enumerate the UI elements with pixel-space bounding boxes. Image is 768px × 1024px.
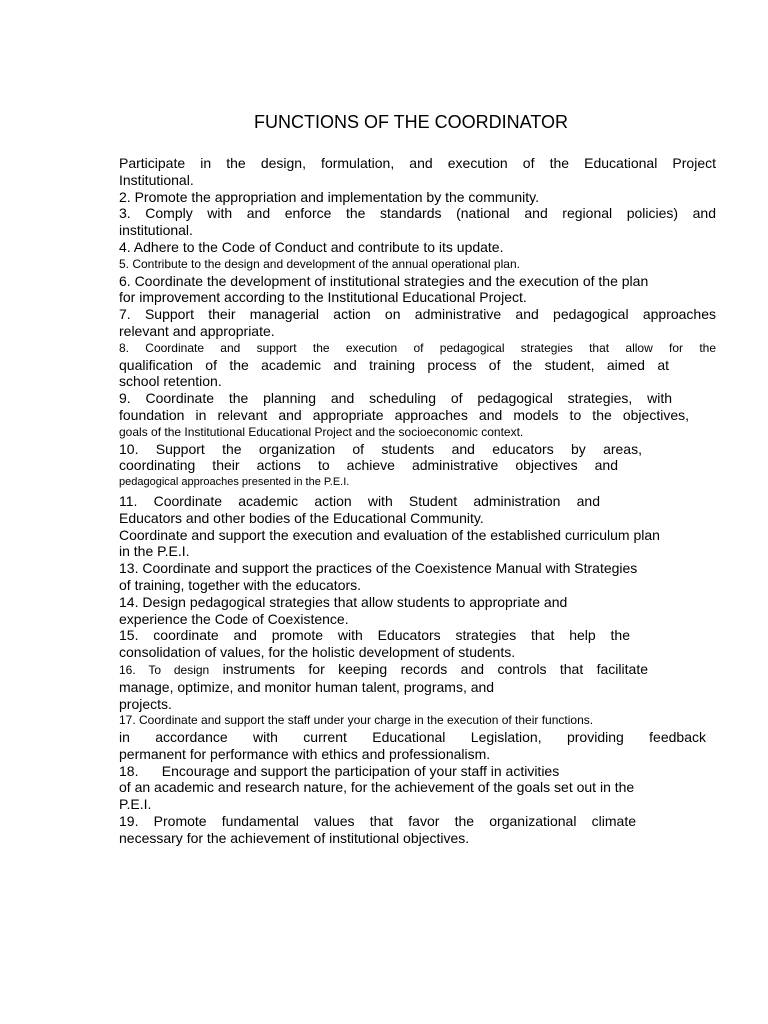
text-line: of training, together with the educators. <box>119 576 362 593</box>
text-line: in the P.E.I. <box>119 543 190 560</box>
text-line: qualification of the academic and training process of the student, aimed at <box>119 356 669 373</box>
text-line: 19. Promote fundamental values that favor the organizational climate <box>119 813 636 830</box>
text-line: 18. Encourage and support the participation of your staff in activities <box>119 762 560 779</box>
text-line: coordinating their actions to achieve administrative objectives and <box>119 457 618 474</box>
functions-list <box>119 155 716 847</box>
text-line: Participate in the design, formulation, and execution of the Educational Project <box>119 155 716 171</box>
text-line: projects. <box>119 695 172 712</box>
text-line: in accordance with current Educational Legislation, providing feedback <box>119 729 706 746</box>
text-line: pedagogical approaches presented in the P.E.I. <box>119 476 350 489</box>
text-line: Coordinate and support the execution and evaluation of the established curriculum plan <box>119 526 660 543</box>
text-line: 5. Contribute to the design and development of the annual operational plan. <box>119 256 520 271</box>
text-line: consolidation of values, for the holistic development of students. <box>119 644 516 661</box>
text-line: relevant and appropriate. <box>119 322 275 339</box>
text-line: 9. Coordinate the planning and scheduling of pedagogical strategies, with <box>119 390 672 407</box>
text-line: experience the Code of Coexistence. <box>119 610 349 627</box>
text-line: 6. Coordinate the development of institutional strategies and the execution of the plan <box>119 272 649 289</box>
text-line: 8. Coordinate and support the execution of pedagogical strategies that allow for the <box>119 340 716 355</box>
page-title: FUNCTIONS OF THE COORDINATOR <box>253 112 568 132</box>
text-line: foundation in relevant and appropriate approaches and models to the objectives, <box>119 406 689 423</box>
text-line: for improvement according to the Institutional Educational Project. <box>119 289 527 306</box>
text-line <box>119 661 648 679</box>
text-line: permanent for performance with ethics and professionalism. <box>119 745 491 762</box>
text-line: 10. Support the organization of students and educators by areas, <box>119 440 642 457</box>
text-line: 17. Coordinate and support the staff under your charge in the execution of their functions. <box>119 713 594 728</box>
text-fragment: 16. To design <box>119 662 210 677</box>
text-line: 14. Design pedagogical strategies that allow students to appropriate and <box>119 593 568 610</box>
text-line: necessary for the achievement of institutional objectives. <box>119 829 470 846</box>
text-line: goals of the Institutional Educational Project and the socioeconomic context. <box>119 424 524 439</box>
text-line: 15. coordinate and promote with Educators strategies that help the <box>119 627 630 644</box>
text-fragment: instruments for keeping records and controls that facilitate <box>209 660 648 677</box>
text-line: 3. Comply with and enforce the standards (national and regional policies) and <box>119 205 716 222</box>
text-line: 4. Adhere to the Code of Conduct and contribute to its update. <box>119 238 504 255</box>
text-line: 2. Promote the appropriation and implementation by the community. <box>119 188 539 205</box>
text-line: Educators and other bodies of the Educational Community. <box>119 509 484 526</box>
text-line: manage, optimize, and monitor human talent, programs, and <box>119 678 495 695</box>
text-line: school retention. <box>119 373 222 390</box>
text-line: P.E.I. <box>119 796 152 813</box>
text-line: Institutional. <box>119 171 194 188</box>
text-line: 13. Coordinate and support the practices of the Coexistence Manual with Strategies <box>119 560 638 577</box>
text-line: institutional. <box>119 222 193 239</box>
text-line: of an academic and research nature, for the achievement of the goals set out in the <box>119 779 635 796</box>
text-line: 11. Coordinate academic action with Student administration and <box>119 492 600 509</box>
text-line: 7. Support their managerial action on administrative and pedagogical approaches <box>119 306 716 323</box>
